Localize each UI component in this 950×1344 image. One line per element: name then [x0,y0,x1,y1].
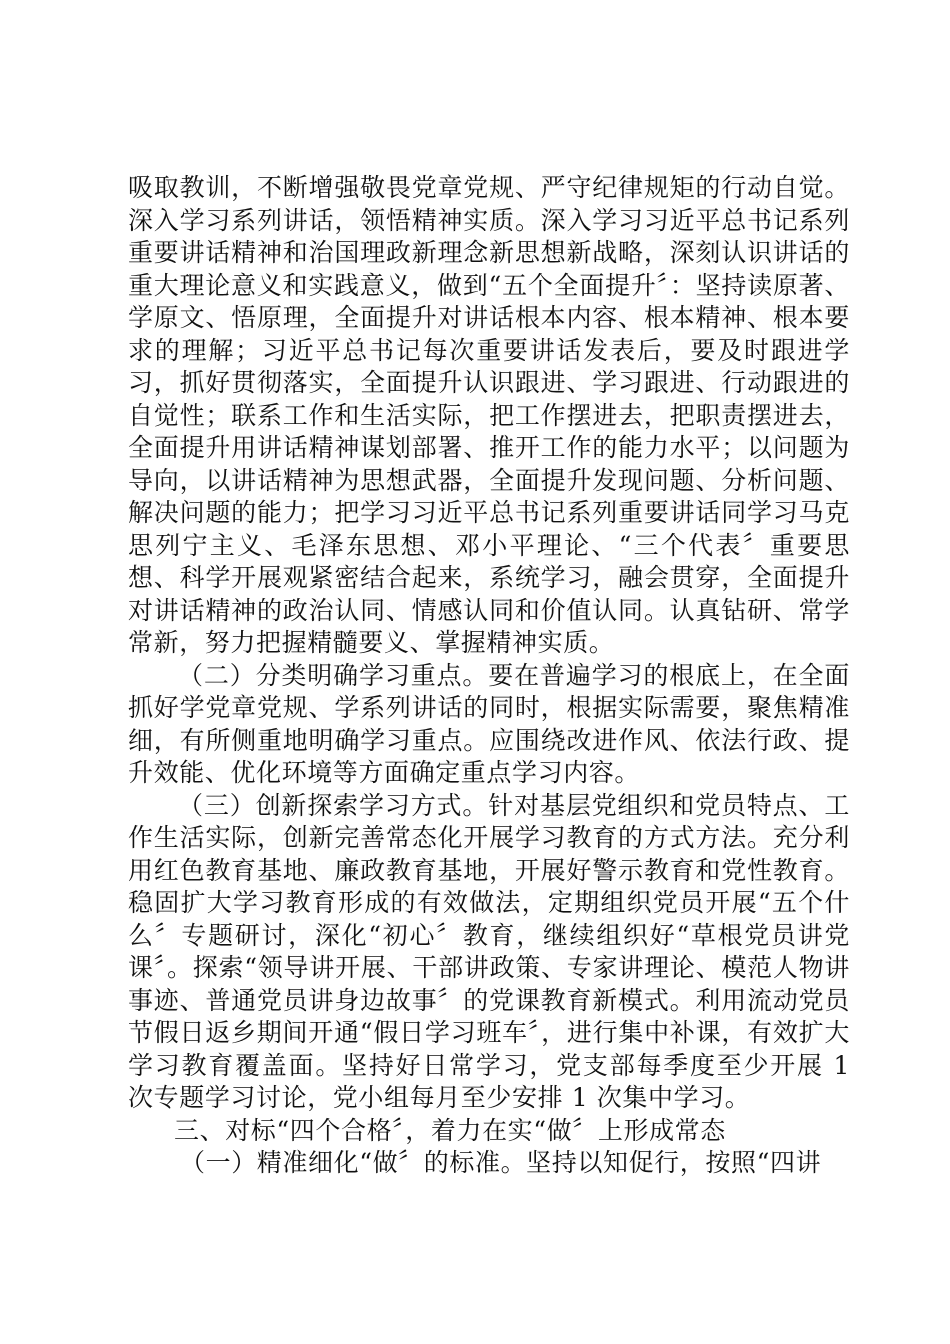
paragraph-study-speeches: 吸取教训，不断增强敬畏党章党规、严守纪律规矩的行动自觉。深入学习系列讲话，领悟精神实质。深入学习习近平总书记系列重要讲话精神和治国理政新理念新思想新战略，深刻认识讲话的重大理论意义和实践意义，做到“五个全面提升〞：坚持读原著、学原文、悟原理，全面提升对讲话根本内容、根本精神、根本要求的理解；习近平总书记每次重要讲话发表后，要及时跟进学习，抓好贯彻落实，全面提升认识跟进、学习跟进、行动跟进的自觉性；联系工作和生活实际，把工作摆进去，把职责摆进去，全面提升用讲话精神谋划部署、推开工作的能力水平；以问题为导向，以讲话精神为思想武器，全面提升发现问题、分析问题、解决问题的能力；把学习习近平总书记系列重要讲话同学习马克思列宁主义、毛泽东思想、邓小平理论、“三个代表〞重要思想、科学开展观紧密结合起来，系统学习，融会贯穿，全面提升对讲话精神的政治认同、情感认同和价值认同。认真钻研、常学常新，努力把握精髓要义、掌握精神实质。 [128,173,850,657]
paragraph-study-methods: （三）创新探索学习方式。针对基层党组织和党员特点、工作生活实际，创新完善常态化开展学习教育的方式方法。充分利用红色教育基地、廉政教育基地，开展好警示教育和党性教育。稳固扩大学习教育形成的有效做法，定期组织党员开展“五个什么〞专题研讨，深化“初心〞教育，继续组织好“草根党员讲党课〞。探索“领导讲开展、干部讲政策、专家讲理论、模范人物讲事迹、普通党员讲身边故事〞的党课教育新模式。利用流动党员节假日返乡期间开通“假日学习班车〞，进行集中补课，有效扩大学习教育覆盖面。坚持好日常学习，党支部每季度至少开展 1 次专题学习讨论，党小组每月至少安排 1 次集中学习。 [128,790,850,1112]
section-heading: 三、对标“四个合格〞，着力在实“做〞上形成常态 [174,1115,726,1145]
paragraph-standards-start: （一）精准细化“做〞的标准。坚持以知促行，按照“四讲 [180,1148,822,1177]
paragraph-study-focus: （二）分类明确学习重点。要在普遍学习的根底上，在全面抓好学党章党规、学系列讲话的同时，根据实际需要，聚焦精准细，有所侧重地明确学习重点。应围绕改进作风、依法行政、提升效能、优化环境等方面确定重点学习内容。 [128,660,850,787]
document-body [128,172,850,1180]
